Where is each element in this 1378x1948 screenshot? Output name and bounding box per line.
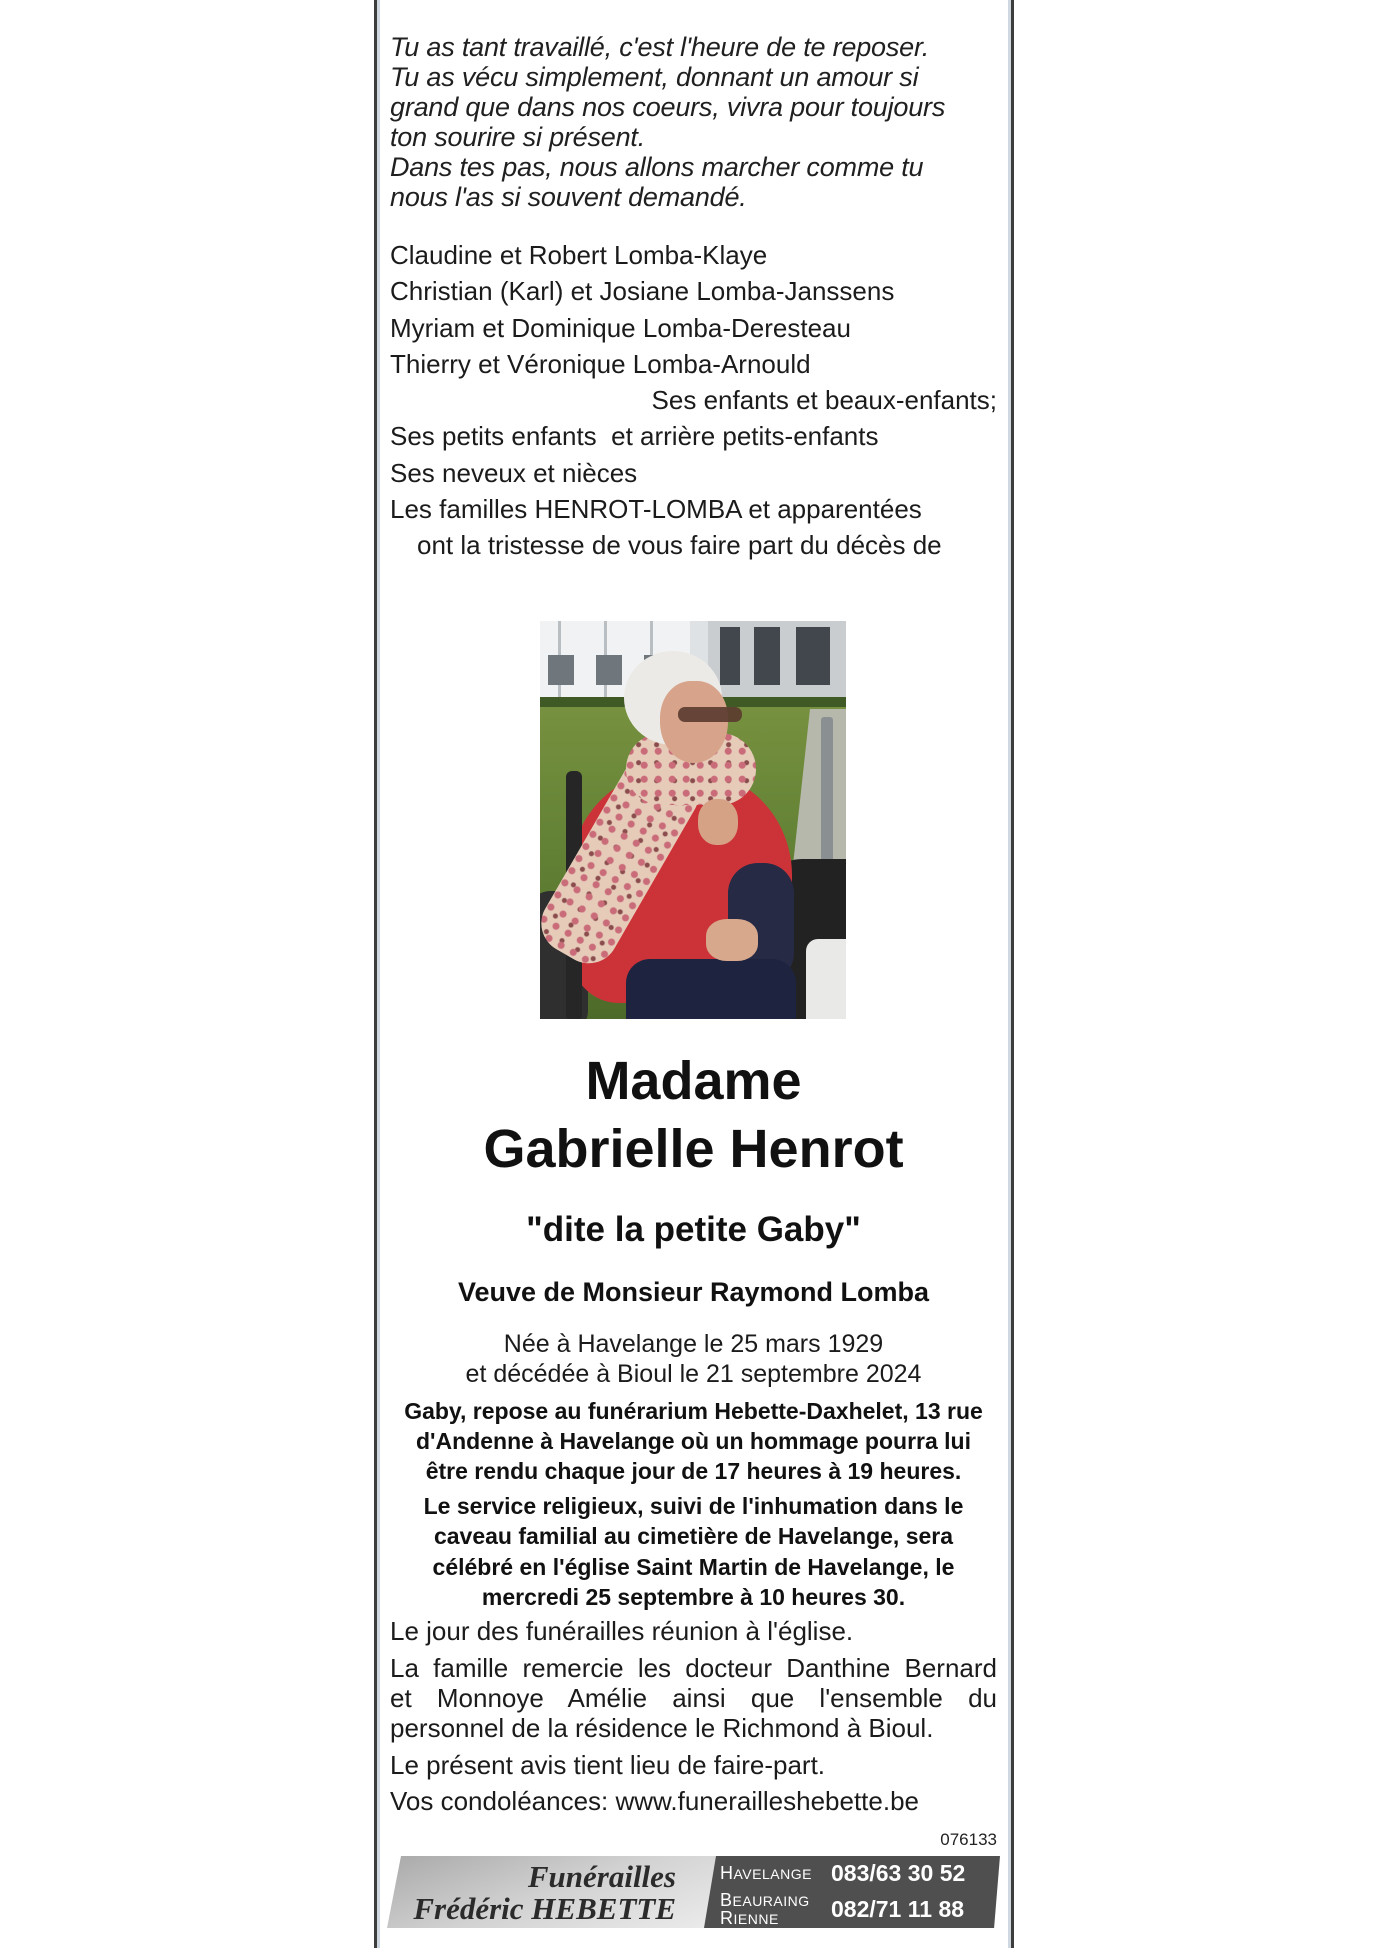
portrait-photo (540, 621, 846, 1019)
family-member: Christian (Karl) et Josiane Lomba-Janssens (390, 276, 895, 307)
poem-line: grand que dans nos coeurs, vivra pour toujours (390, 92, 946, 122)
location-beauraing: BEAURAING (720, 1890, 810, 1910)
visitation-line: Gaby, repose au funérarium Hebette-Daxhelet, 13 rue (404, 1398, 983, 1424)
death-date: et décédée à Bioul le 21 septembre 2024 (465, 1360, 922, 1388)
gathering-note: Le jour des funérailles réunion à l'église. (390, 1616, 854, 1646)
deceased-nickname: "dite la petite Gaby" (526, 1210, 861, 1249)
poem (390, 32, 997, 212)
photo-window (720, 627, 740, 685)
thanks-line: personnel de la résidence le Richmond à Bioul. (390, 1713, 934, 1743)
photo-window (796, 627, 830, 685)
family-member: Thierry et Véronique Lomba-Arnould (390, 348, 811, 379)
family-member: Ses petits enfants et arrière petits-enfants (390, 421, 879, 452)
deceased-name: Gabrielle Henrot (483, 1119, 904, 1179)
family-member: Myriam et Dominique Lomba-Deresteau (390, 312, 851, 343)
family-list (390, 237, 997, 564)
service-line: Le service religieux, suivi de l'inhumation dans le (423, 1493, 964, 1519)
announcement-line: ont la tristesse de vous faire part du décès de (417, 530, 942, 561)
photo-window (548, 655, 574, 685)
photo-window (754, 627, 780, 685)
service-line: mercredi 25 septembre à 10 heures 30. (481, 1583, 906, 1610)
brand-line-1: Funérailles (527, 1859, 676, 1894)
poem-line: Tu as vécu simplement, donnant un amour si (390, 62, 919, 92)
photo-hand (698, 799, 738, 845)
photo-hand (706, 919, 758, 961)
visitation-line: être rendu chaque jour de 17 heures à 19 heures. (425, 1458, 962, 1484)
notice-note: Le présent avis tient lieu de faire-part. (390, 1750, 826, 1780)
birth-date: Née à Havelange le 25 mars 1929 (503, 1330, 884, 1358)
photo-lap (626, 959, 796, 1019)
family-member: Les familles HENROT-LOMBA et apparentées (390, 494, 922, 525)
funeral-home-banner (387, 1856, 1000, 1928)
photo-face (660, 681, 728, 763)
family-member: Claudine et Robert Lomba-Klaye (390, 240, 768, 270)
deceased-heading (390, 1047, 997, 1183)
location-havelange: HAVELANGE (720, 1863, 812, 1883)
phone-havelange: 083/63 30 52 (831, 1860, 966, 1886)
thanks-line: et Monnoye Amélie ainsi que l'ensemble du (390, 1683, 997, 1713)
phone-beauraing-rienne: 082/71 11 88 (831, 1896, 965, 1922)
poem-line: Dans tes pas, nous allons marcher comme tu (390, 152, 924, 182)
family-relation: Ses enfants et beaux-enfants; (651, 385, 997, 416)
reference-number: 076133 (940, 1830, 997, 1849)
location-rienne: RIENNE (720, 1908, 779, 1928)
life-dates (390, 1329, 997, 1389)
deceased-title: Madame (585, 1051, 802, 1111)
photo-sunglasses (678, 707, 742, 722)
condolences-note: Vos condoléances: www.funerailleshebette.be (390, 1786, 920, 1816)
poem-line: Tu as tant travaillé, c'est l'heure de te reposer. (390, 32, 930, 62)
thanks-line: La famille remercie les docteur Danthine Bernard (390, 1653, 997, 1683)
thanks-note (390, 1653, 997, 1743)
photo-window (596, 655, 622, 685)
photo-bag (806, 939, 846, 1019)
service-line: célébré en l'église Saint Martin de Havelange, le (432, 1553, 955, 1580)
visitation-line: d'Andenne à Havelange où un hommage pourra lui (416, 1428, 971, 1454)
widow-of: Veuve de Monsieur Raymond Lomba (457, 1277, 930, 1307)
service-line: caveau familial au cimetière de Havelange, sera (433, 1523, 954, 1550)
family-member: Ses neveux et nièces (390, 457, 638, 488)
poem-line: nous l'as si souvent demandé. (390, 182, 747, 212)
poem-line: ton sourire si présent. (390, 122, 646, 152)
visitation-info (390, 1396, 997, 1486)
brand-line-2: Frédéric HEBETTE (413, 1891, 676, 1926)
service-info (390, 1491, 997, 1612)
